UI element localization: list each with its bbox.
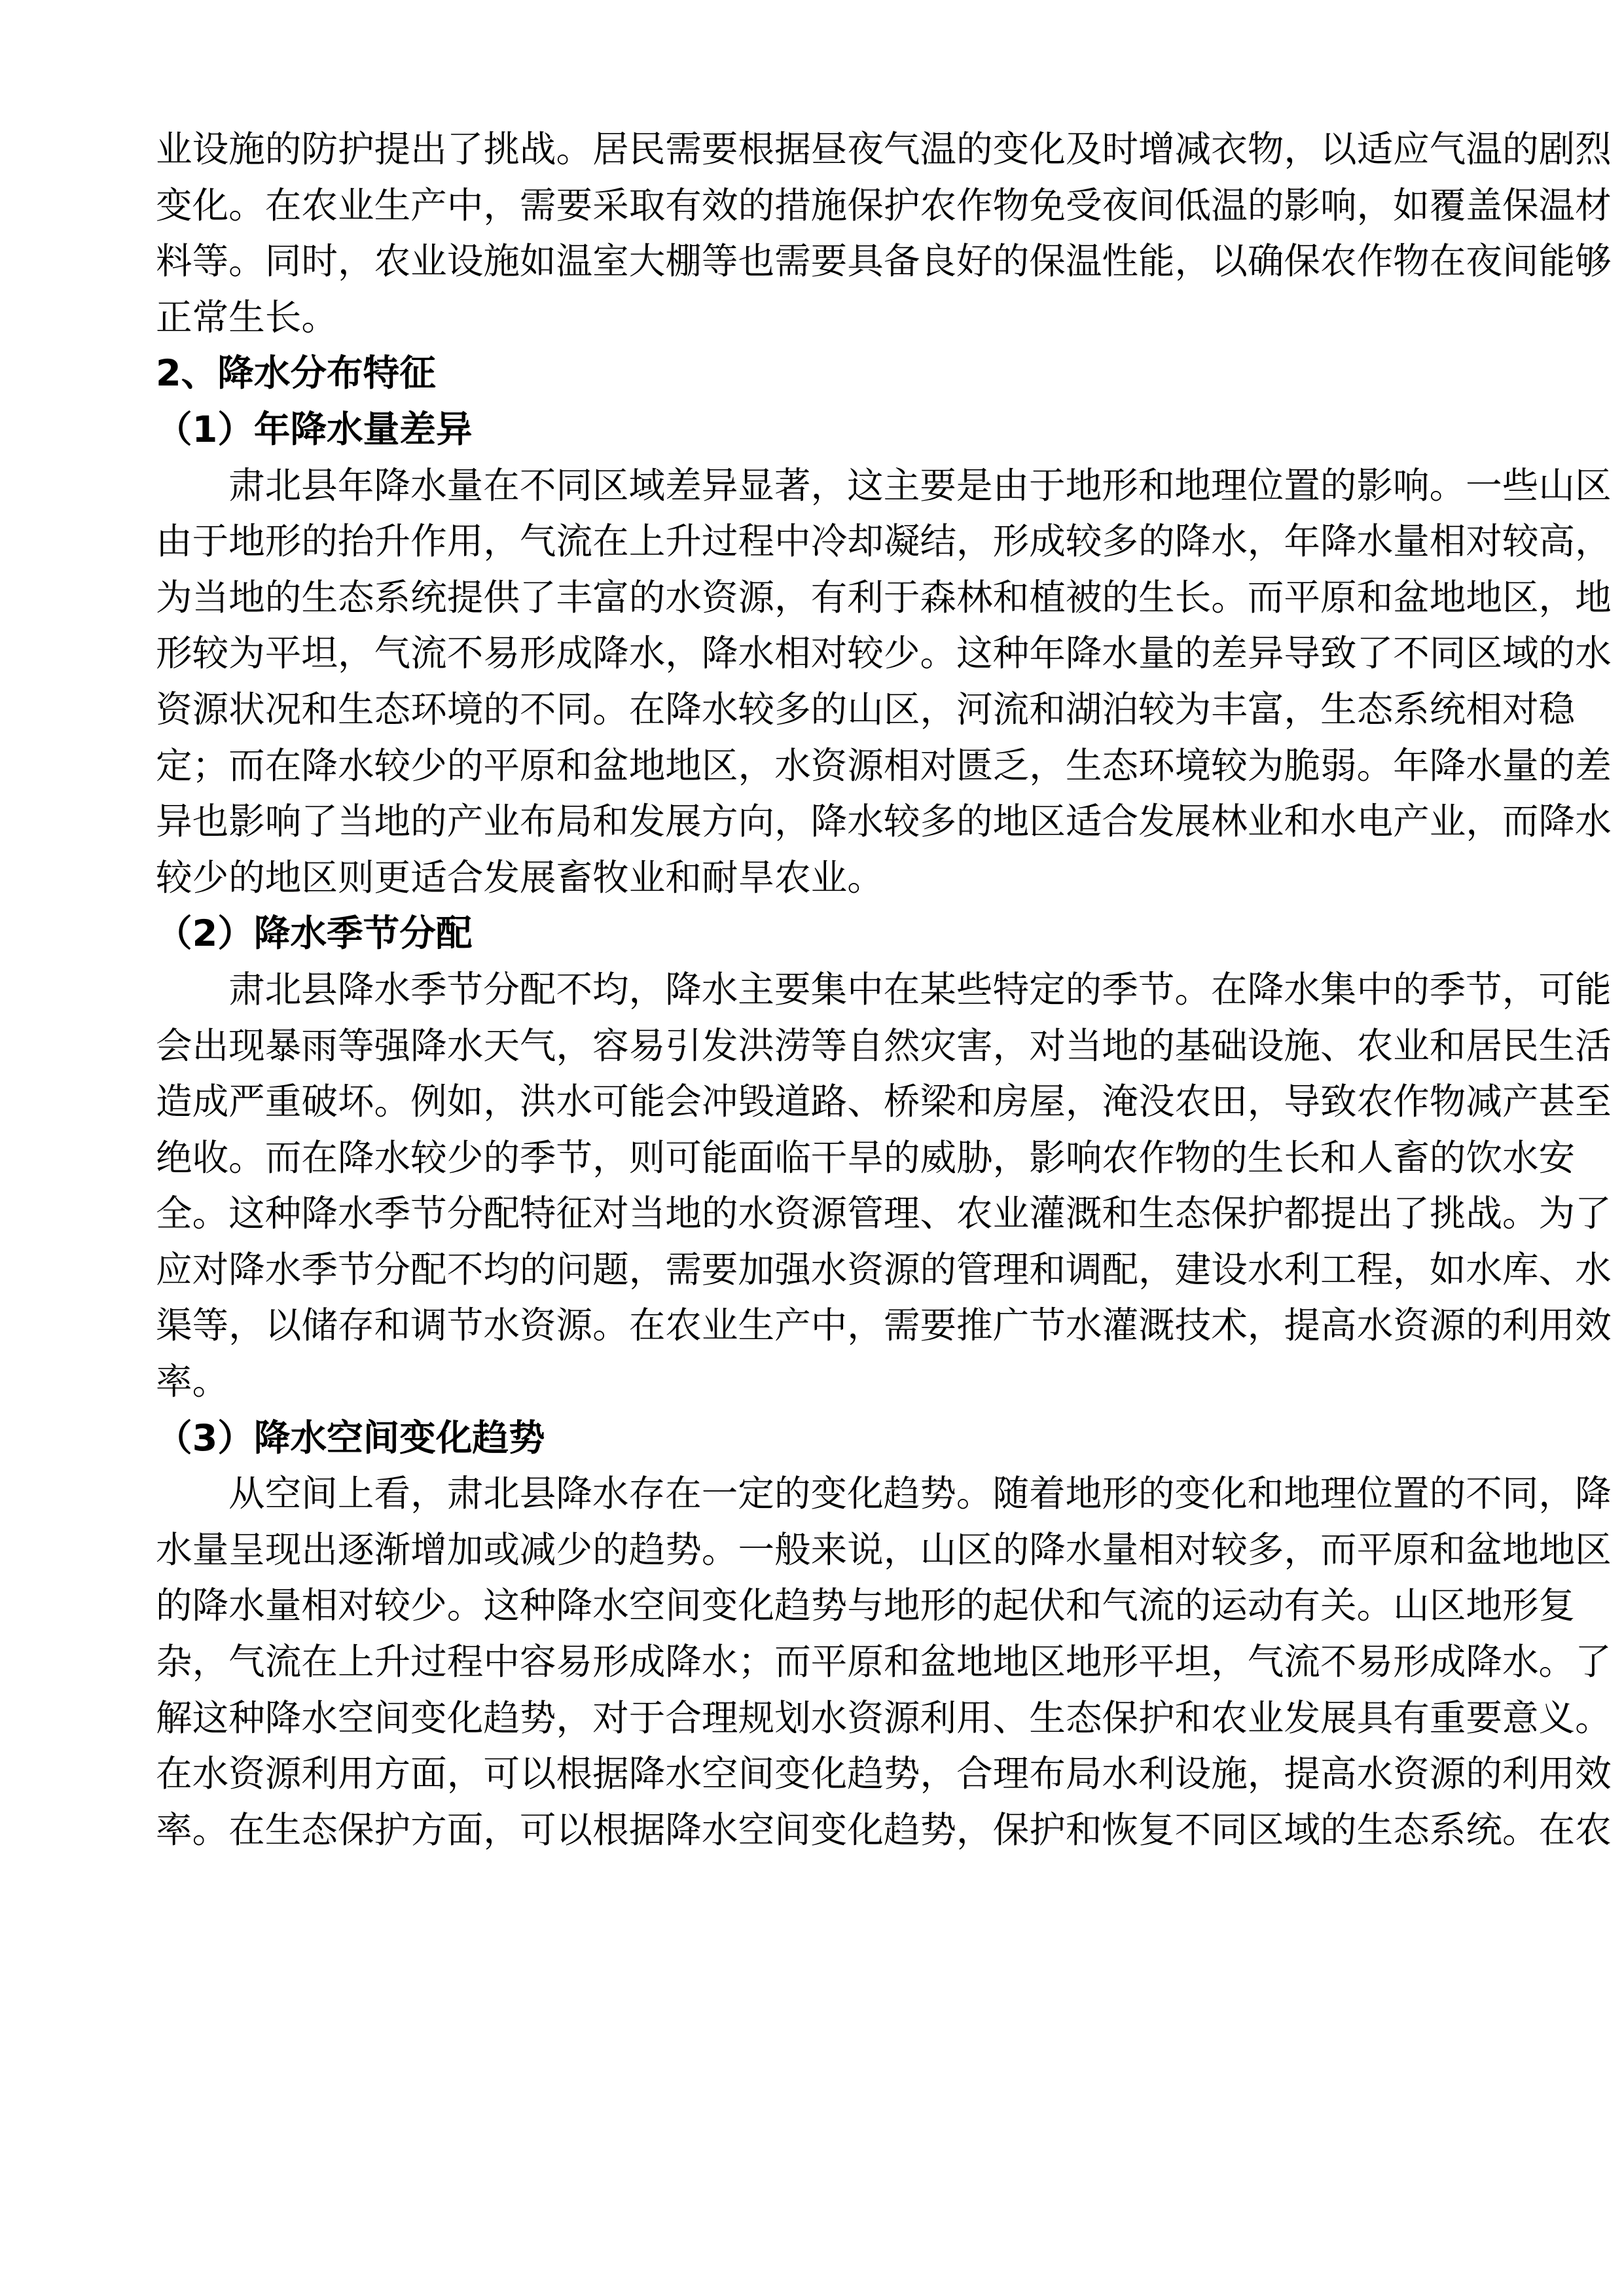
subsection-heading: （2）降水季节分配	[156, 912, 473, 956]
text-line: 肃北县年降水量在不同区域差异显著，这主要是由于地形和地理位置的影响。一些山区	[228, 464, 1612, 507]
text-line: 较少的地区则更适合发展畜牧业和耐旱农业。	[156, 856, 884, 899]
text-line: 业设施的防护提出了挑战。居民需要根据昼夜气温的变化及时增减衣物，以适应气温的剧烈	[156, 128, 1612, 171]
text-line: 由于地形的抬升作用，气流在上升过程中冷却凝结，形成较多的降水，年降水量相对较高，	[156, 520, 1612, 564]
text-line: 料等。同时，农业设施如温室大棚等也需要具备良好的保温性能，以确保农作物在夜间能够	[156, 240, 1612, 283]
text-line: 水量呈现出逐渐增加或减少的趋势。一般来说，山区的降水量相对较多，而平原和盆地地区	[156, 1528, 1612, 1571]
text-line: 造成严重破坏。例如，洪水可能会冲毁道路、桥梁和房屋，淹没农田，导致农作物减产甚至	[156, 1081, 1612, 1124]
text-line: 会出现暴雨等强降水天气，容易引发洪涝等自然灾害，对当地的基础设施、农业和居民生活	[156, 1024, 1612, 1067]
text-line: 为当地的生态系统提供了丰富的水资源，有利于森林和植被的生长。而平原和盆地地区，地	[156, 576, 1612, 619]
text-line: 形较为平坦，气流不易形成降水，降水相对较少。这种年降水量的差异导致了不同区域的水	[156, 632, 1612, 675]
subsection-heading: （3）降水空间变化趋势	[156, 1416, 545, 1460]
text-line: 率。	[156, 1361, 229, 1404]
paragraph	[156, 1466, 1612, 1858]
text-line: 异也影响了当地的产业布局和发展方向，降水较多的地区适合发展林业和水电产业，而降水	[156, 800, 1612, 844]
paragraph	[156, 962, 1612, 1410]
text-line: 定；而在降水较少的平原和盆地地区，水资源相对匮乏，生态环境较为脆弱。年降水量的差	[156, 744, 1612, 787]
text-line: 从空间上看，肃北县降水存在一定的变化趋势。随着地形的变化和地理位置的不同，降	[228, 1473, 1612, 1516]
text-line: 解这种降水空间变化趋势，对于合理规划水资源利用、生态保护和农业发展具有重要意义。	[156, 1696, 1612, 1740]
text-line: 肃北县降水季节分配不均，降水主要集中在某些特定的季节。在降水集中的季节，可能	[228, 968, 1612, 1011]
text-line: 渠等，以储存和调节水资源。在农业生产中，需要推广节水灌溉技术，提高水资源的利用效	[156, 1304, 1612, 1348]
text-line: 全。这种降水季节分配特征对当地的水资源管理、农业灌溉和生态保护都提出了挑战。为了	[156, 1193, 1612, 1236]
text-line: 应对降水季节分配不均的问题，需要加强水资源的管理和调配，建设水利工程，如水库、水	[156, 1248, 1612, 1291]
subsection-heading: （1）年降水量差异	[156, 408, 473, 451]
text-line: 在水资源利用方面，可以根据降水空间变化趋势，合理布局水利设施，提高水资源的利用效	[156, 1753, 1612, 1796]
text-line: 率。在生态保护方面，可以根据降水空间变化趋势，保护和恢复不同区域的生态系统。在农	[156, 1808, 1612, 1852]
text-line: 的降水量相对较少。这种降水空间变化趋势与地形的起伏和气流的运动有关。山区地形复	[156, 1585, 1576, 1628]
text-line: 资源状况和生态环境的不同。在降水较多的山区，河流和湖泊较为丰富，生态系统相对稳	[156, 688, 1576, 731]
document-page	[156, 122, 1612, 1858]
text-line: 杂，气流在上升过程中容易形成降水；而平原和盆地地区地形平坦，气流不易形成降水。了	[156, 1641, 1612, 1684]
text-line: 正常生长。	[156, 296, 338, 339]
text-line: 变化。在农业生产中，需要采取有效的措施保护农作物免受夜间低温的影响，如覆盖保温材	[156, 184, 1612, 227]
text-line: 绝收。而在降水较少的季节，则可能面临干旱的威胁，影响农作物的生长和人畜的饮水安	[156, 1136, 1576, 1179]
paragraph-continuation	[156, 122, 1612, 346]
paragraph	[156, 458, 1612, 906]
section-heading: 2、降水分布特征	[156, 352, 436, 395]
